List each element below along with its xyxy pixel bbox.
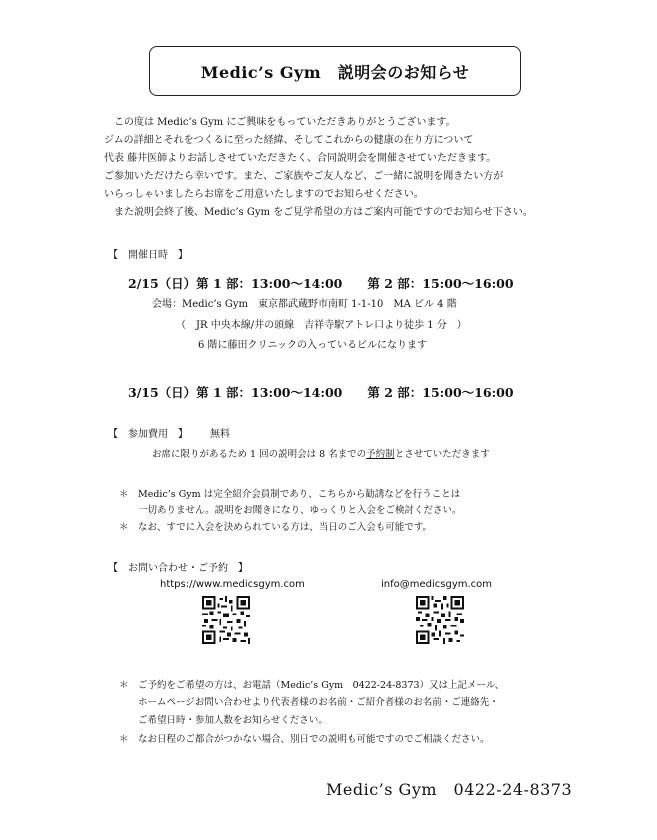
contact-heading: 【 お問い合わせ・ご予約 】 (108, 563, 248, 574)
title-box (149, 46, 521, 96)
website-qr-code (202, 596, 250, 644)
venue-floor-note: 6 階に藤田クリニックの入っているビルになります (198, 340, 427, 351)
intro-line: 代表 藤井医師よりお話しさせていただきたく、合同説明会を開催させていただきます。 (104, 153, 497, 164)
schedule-heading: 【 開催日時 】 (108, 250, 188, 261)
intro-line: ご参加いただけたら幸いです。また、ご家族やご友人など、ご一緒に説明を聞きたい方が (104, 171, 504, 182)
venue-access: （ JR 中央本線/井の頭線 吉祥寺駅アトレ口より徒歩 1 分 ） (176, 320, 467, 331)
website-link[interactable]: https://www.medicsgym.com (160, 579, 305, 590)
intro-line: この度は Medic’s Gym にご興味をもっていただきありがとうございます。 (104, 117, 456, 128)
intro-line: また説明会終了後、Medic’s Gym をご見学希望の方はご案内可能ですのでお知らせ下さい。 (104, 207, 533, 218)
note-line: 一切ありません。説明をお聞きになり、ゆっくりと入会をご検討ください。 (119, 505, 462, 516)
reservation-note-line: ホームページお問い合わせより代表者様のお名前・ご紹介者様のお名前・ご連絡先・ (119, 697, 499, 708)
intro-line: いらっしゃいましたらお席をご用意いたしますのでお知らせください。 (104, 189, 424, 200)
schedule-date-2: 3/15（日）第 1 部：13:00〜14:00 第 2 部：15:00〜16:00 (128, 385, 514, 400)
reservation-required-text: 予約制 (366, 449, 395, 460)
note-line: ＊ Medic’s Gym は完全紹介会員制であり、こちらから勧誘などを行うことは (119, 489, 461, 500)
reservation-note-line: ＊ なお日程のご都合がつかない場合、別日での説明も可能ですのでご相談ください。 (119, 734, 490, 745)
fee-value: 無料 (210, 429, 230, 440)
email-qr-code (416, 596, 464, 644)
email-link[interactable]: info@medicsgym.com (381, 579, 493, 590)
reservation-note-line: ご希望日時・参加人数をお知らせください。 (119, 715, 328, 726)
fee-note (152, 446, 490, 460)
fee-note-before: お席に限りがあるため 1 回の説明会は 8 名までの (152, 449, 367, 460)
fee-note-after: とさせていただきます (394, 449, 490, 460)
footer-contact: Medic’s Gym 0422-24-8373 (326, 780, 573, 799)
venue-address: 会場：Medic’s Gym 東京都武蔵野市南町 1-1-10 MA ビル 4 階 (152, 299, 457, 310)
fee-heading: 【 参加費用 】 (108, 429, 188, 440)
schedule-date-1: 2/15（日）第 1 部：13:00〜14:00 第 2 部：15:00〜16:00 (128, 276, 514, 291)
intro-line: ジムの詳細とそれをつくるに至った経緯、そしてこれからの健康の在り方について (104, 135, 474, 146)
note-line: ＊ なお、すでに入会を決められている方は、当日のご入会も可能です。 (119, 522, 433, 533)
reservation-note-line: ＊ ご予約をご希望の方は、お電話（Medic’s Gym 0422-24-8373）又は上記メール、 (119, 680, 505, 691)
page-title: Medic’s Gym 説明会のお知らせ (200, 62, 470, 82)
